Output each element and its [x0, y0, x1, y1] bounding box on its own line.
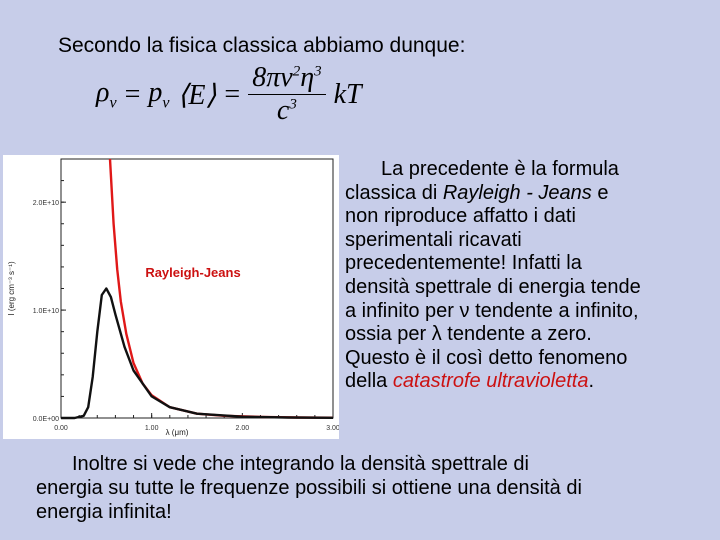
- measured-curve: [61, 289, 333, 419]
- formula-average-energy: ⟨E⟩: [177, 79, 217, 111]
- formula-lhs: $\rho_\nu$: [96, 76, 117, 112]
- y-tick-label: 0.0E+00: [32, 416, 59, 423]
- explanation-paragraph: [345, 158, 715, 394]
- explanation-line: La precedente è la formula: [381, 158, 619, 180]
- formula-fraction: [248, 64, 325, 125]
- y-axis-label: I (erg cm⁻³ s⁻¹): [7, 261, 16, 316]
- x-tick-label: 3.00: [326, 425, 339, 432]
- rayleigh-jeans-curve: [110, 159, 333, 418]
- y-tick-label: 2.0E+10: [32, 200, 59, 208]
- x-tick-label: 0.00: [54, 425, 68, 432]
- rayleigh-jeans-annotation: Rayleigh-Jeans: [145, 265, 241, 280]
- conclusion-line: energia su tutte le frequenze possibili si ottiene una densità di: [36, 477, 582, 499]
- conclusion-line: Inoltre si vede che integrando la densità spettrale di: [72, 453, 529, 475]
- y-tick-label: 1.0E+10: [32, 308, 59, 316]
- rayleigh-jeans-formula: [96, 64, 362, 125]
- formula-numerator: $8\pi\nu^2\eta^3$: [248, 64, 325, 95]
- explanation-line: non riproduce affatto i dati: [345, 205, 576, 228]
- spectrum-chart-svg: [3, 155, 339, 439]
- catastrophe-term: catastrofe ultravioletta: [392, 370, 589, 393]
- explanation-line: ossia per λ tendente a zero.: [345, 323, 592, 346]
- formula-denominator: $c^3$: [276, 95, 297, 126]
- explanation-line: sperimentali ricavati: [345, 228, 522, 251]
- explanation-line: della catastrofe ultravioletta.: [345, 370, 595, 393]
- conclusion-paragraph: [36, 452, 716, 524]
- explanation-line: a infinito per ν tendente a infinito,: [345, 299, 639, 322]
- explanation-line: Questo è il così detto fenomeno: [345, 346, 628, 369]
- explanation-line: classica di Rayleigh - Jeans e: [345, 181, 609, 204]
- explanation-line: densità spettrale di energia tende: [345, 275, 641, 298]
- formula-equals-2: =: [224, 78, 241, 110]
- slide-heading: Secondo la fisica classica abbiamo dunque:: [58, 34, 466, 57]
- explanation-line: precedentemente! Infatti la: [345, 252, 582, 275]
- formula-kt: kT: [333, 78, 362, 110]
- x-axis-label: λ (μm): [165, 428, 189, 437]
- conclusion-line: energia infinita!: [36, 501, 172, 523]
- x-tick-label: 2.00: [235, 425, 250, 432]
- formula-p: $p_\nu$: [148, 76, 170, 112]
- plot-frame: [61, 159, 333, 418]
- spectrum-chart: [3, 155, 339, 439]
- formula-equals: =: [124, 78, 141, 110]
- x-tick-label: 1.00: [144, 425, 159, 432]
